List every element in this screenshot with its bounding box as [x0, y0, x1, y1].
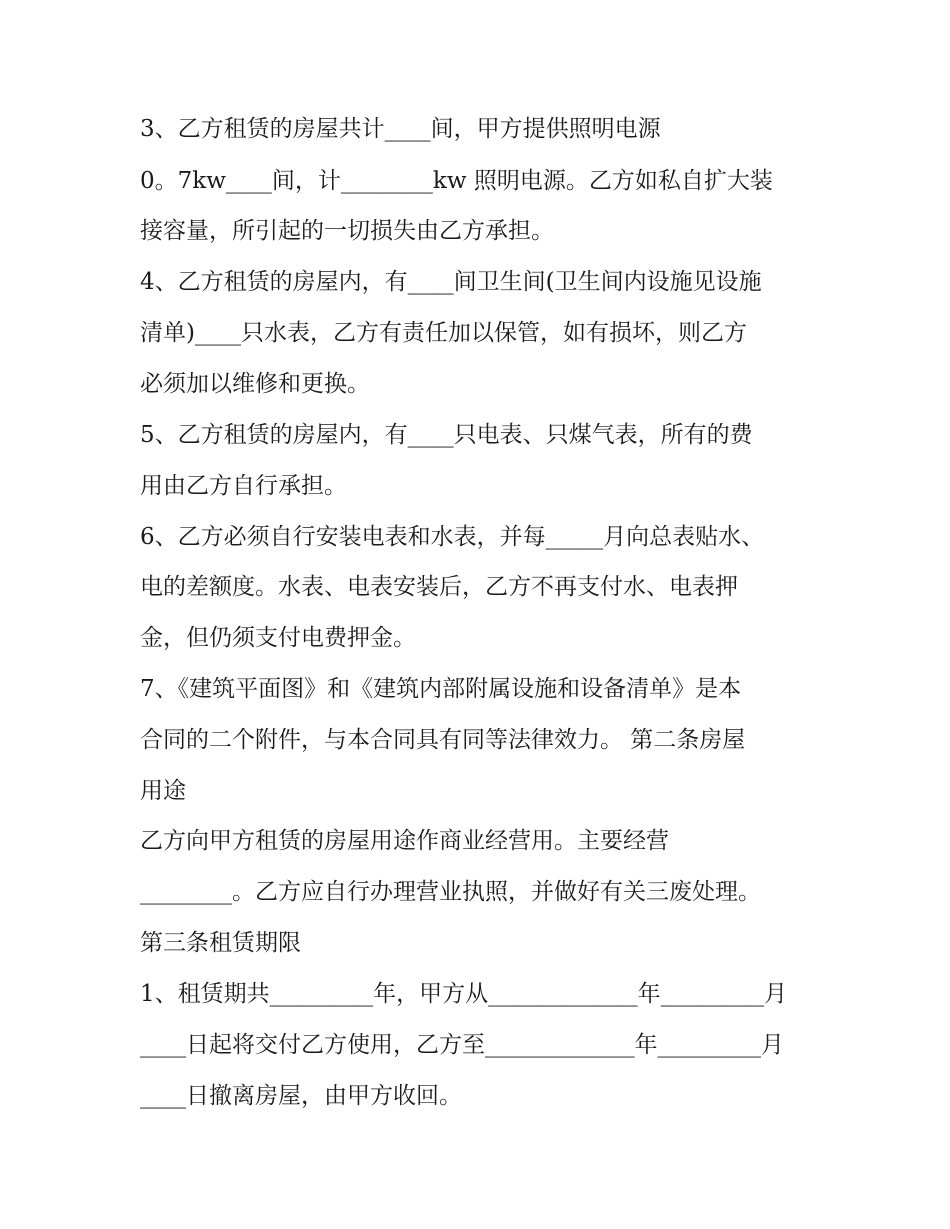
paragraph-line: 电的差额度。水表、电表安装后，乙方不再支付水、电表押	[140, 574, 738, 600]
paragraph-line: 7、《建筑平面图》和《建筑内部附属设施和设备清单》是本	[140, 676, 742, 702]
paragraph-line: 乙方向甲方租赁的房屋用途作商业经营用。主要经营	[140, 828, 669, 854]
paragraph-line: ________。乙方应自行办理营业执照，并做好有关三废处理。	[140, 879, 761, 905]
paragraph-line: ____日起将交付乙方使用，乙方至_____________年_________月	[140, 1032, 784, 1058]
paragraph-line: 合同的二个附件，与本合同具有同等法律效力。 第二条房屋	[140, 727, 746, 753]
section-heading: 第三条租赁期限	[140, 930, 301, 956]
paragraph-line: 金，但仍须支付电费押金。	[140, 625, 416, 651]
paragraph-line: 必须加以维修和更换。	[140, 371, 370, 397]
paragraph-line: 4、乙方租赁的房屋内，有____间卫生间(卫生间内设施见设施	[140, 269, 762, 295]
paragraph-line: 6、乙方必须自行安装电表和水表，并每_____月向总表贴水、	[140, 524, 765, 550]
paragraph-line: 5、乙方租赁的房屋内，有____只电表、只煤气表，所有的费	[140, 422, 753, 448]
paragraph-line: 清单)____只水表，乙方有责任加以保管，如有损坏，则乙方	[140, 320, 747, 346]
paragraph-line: 接容量，所引起的一切损失由乙方承担。	[140, 218, 554, 244]
paragraph-line: 1、租赁期共_________年，甲方从_____________年_________月	[140, 981, 788, 1007]
paragraph-line: 用由乙方自行承担。	[140, 473, 347, 499]
section-heading-line: 用途	[140, 778, 186, 804]
paragraph-line: 0。7kw____间，计________kw 照明电源。乙方如私自扩大装	[140, 168, 773, 194]
paragraph-line: 3、乙方租赁的房屋共计____间，甲方提供照明电源	[140, 116, 661, 142]
paragraph-line: ____日撤离房屋，由甲方收回。	[140, 1083, 462, 1109]
